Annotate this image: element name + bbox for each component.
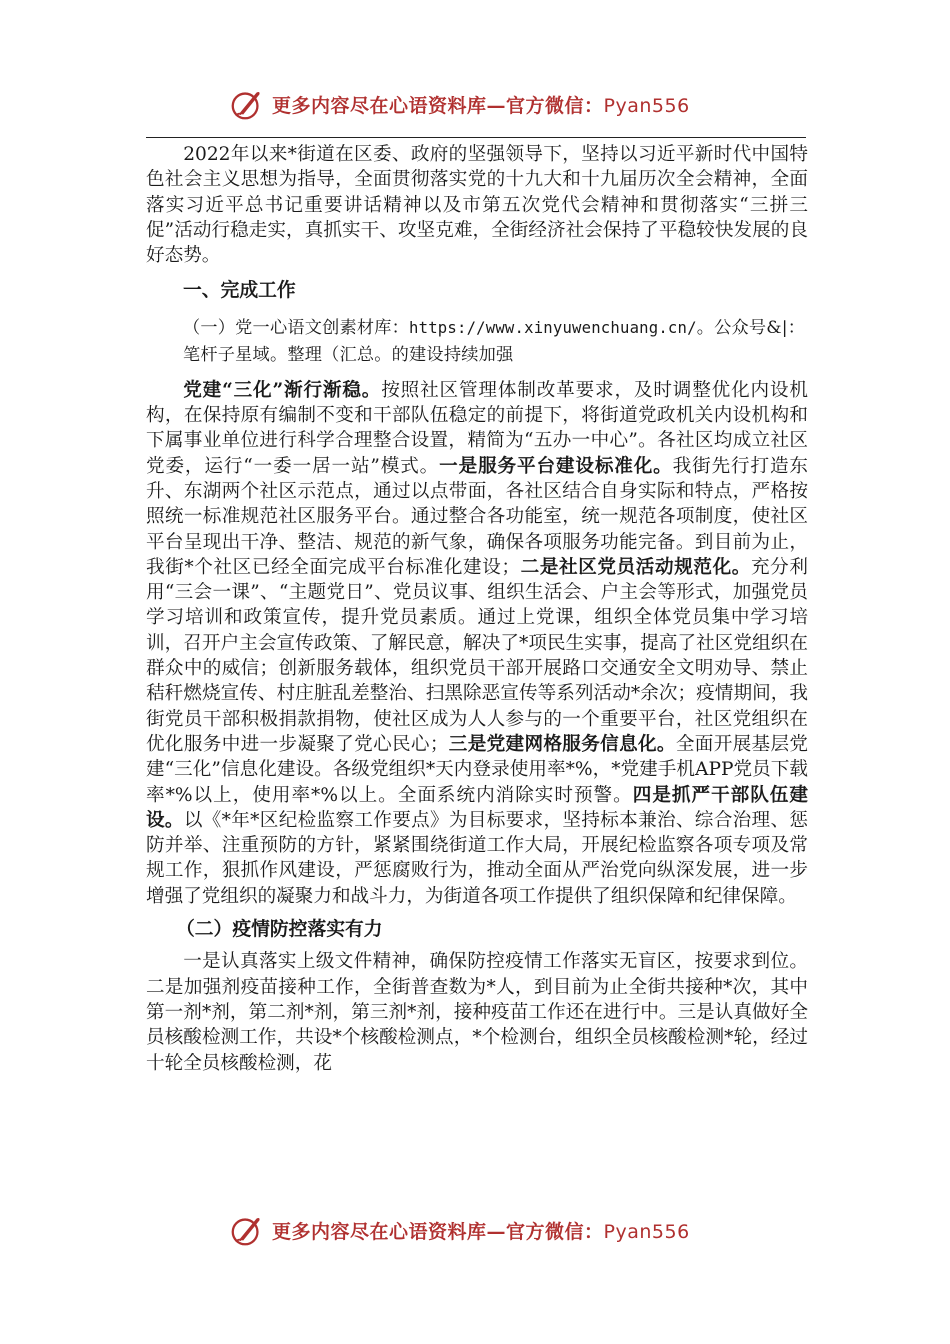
header-divider — [146, 137, 806, 138]
quill-pen-circle-icon — [228, 1211, 266, 1249]
document-body — [146, 142, 808, 1076]
footer-banner — [228, 1210, 748, 1250]
section-heading-1: 一、完成工作 — [183, 279, 296, 302]
quill-pen-circle-icon — [228, 85, 266, 123]
point-1-bold: 一是服务平台建设标准化。 — [439, 455, 673, 477]
point-4-bold: 四是抓严干部队伍建设。 — [146, 784, 808, 831]
wechat-id: Pyan556 — [603, 94, 690, 117]
intro-paragraph: 2022年以来*街道在区委、政府的坚强领导下，坚持以习近平新时代中国特色社会主义思想为指导，全面贯彻落实党的十九大和十九届历次全会精神，全面落实习近平总书记重要讲话精神以及市第五次党代会精神和贯彻落实“三拼三促”活动行稳走实，真抓实干、攻坚克难，全街经济社会保持了平稳较快发展的良好态势。 — [146, 144, 808, 267]
lead-bold: 党建“三化”渐行渐稳。 — [183, 379, 382, 401]
point-2-bold: 二是社区党员活动规范化。 — [520, 556, 751, 578]
epidemic-paragraph: 一是认真落实上级文件精神，确保防控疫情工作落实无盲区，按要求到位。二是加强剂疫苗接种工作，全街普查数为*人，到目前为止全街共接种*次，其中第一剂*剂，第二剂*剂，第三剂*剂，接种疫苗工作还在进行中。三是认真做好全员核酸检测工作，共设*个核酸检测点，*个检测台，组织全员核酸检测*轮，经过十轮全员核酸检测，花 — [146, 951, 808, 1074]
footer-banner-text: 更多内容尽在心语资料库—官方微信：Pyan556 — [272, 1220, 690, 1243]
subsection-2-heading: （二）疫情防控落实有力 — [176, 918, 383, 941]
subsection-1-heading: （一）党一心语文创素材库：https://www.xinyuwenchuang.cn/。公众号&|：笔杆子星域。整理（汇总。的建设持续加强 — [183, 317, 806, 365]
source-url: https://www.xinyuwenchuang.cn/ — [409, 318, 697, 337]
banner-text: 更多内容尽在心语资料库—官方微信：Pyan556 — [272, 94, 690, 117]
party-building-paragraph: 党建“三化”渐行渐稳。按照社区管理体制改革要求，及时调整优化内设机构，在保持原有编制不变和干部队伍稳定的前提下，将街道党政机关内设机构和下属事业单位进行科学合理整合设置，精简为“五办一中心”。各社区均成立社区党委，运行“一委一居一站”模式。一是服务平台建设标准化。我街先行打造东升、东湖两个社区示范点，通过以点带面，各社区结合自身实际和特点，严格按照统一标准规范社区服务平台。通过整合各功能室，统一规范各项制度，使社区平台呈现出干净、整洁、规范的新气象，确保各项服务功能完备。到目前为止，我街*个社区已经全面完成平台标准化建设；二是社区党员活动规范化。充分利用“三会一课”、“主题党日”、党员议事、组织生活会、户主会等形式，加强党员学习培训和政策宣传，提升党员素质。通过上党课，组织全体党员集中学习培训，召开户主会宣传政策、了解民意，解决了*项民生实事，提高了社区党组织在群众中的威信；创新服务载体，组织党员干部开展路口交通安全文明劝导、禁止秸秆燃烧宣传、村庄脏乱差整治、扫黑除恶宣传等系列活动*余次；疫情期间，我街党员干部积极捐款捐物，使社区成为人人参与的一个重要平台，社区党组织在优化服务中进一步凝聚了党心民心；三是党建网格服务信息化。全面开展基层党建“三化”信息化建设。各级党组织*天内登录使用率*%，*党建手机APP党员下载率*%以上，使用率*%以上。全面系统内消除实时预警。四是抓严干部队伍建设。以《*年*区纪检监察工作要点》为目标要求，坚持标本兼治、综合治理、惩防并举、注重预防的方针，紧紧围绕街道工作大局，开展纪检监察各项专项及常规工作，狠抓作风建设，严惩腐败行为，推动全面从严治党向纵深发展，进一步增强了党组织的凝聚力和战斗力，为街道各项工作提供了组织保障和纪律保障。 — [146, 379, 808, 907]
header-banner — [228, 84, 748, 124]
footer-wechat-id: Pyan556 — [603, 1220, 690, 1243]
point-3-bold: 三是党建网格服务信息化。 — [448, 733, 676, 755]
